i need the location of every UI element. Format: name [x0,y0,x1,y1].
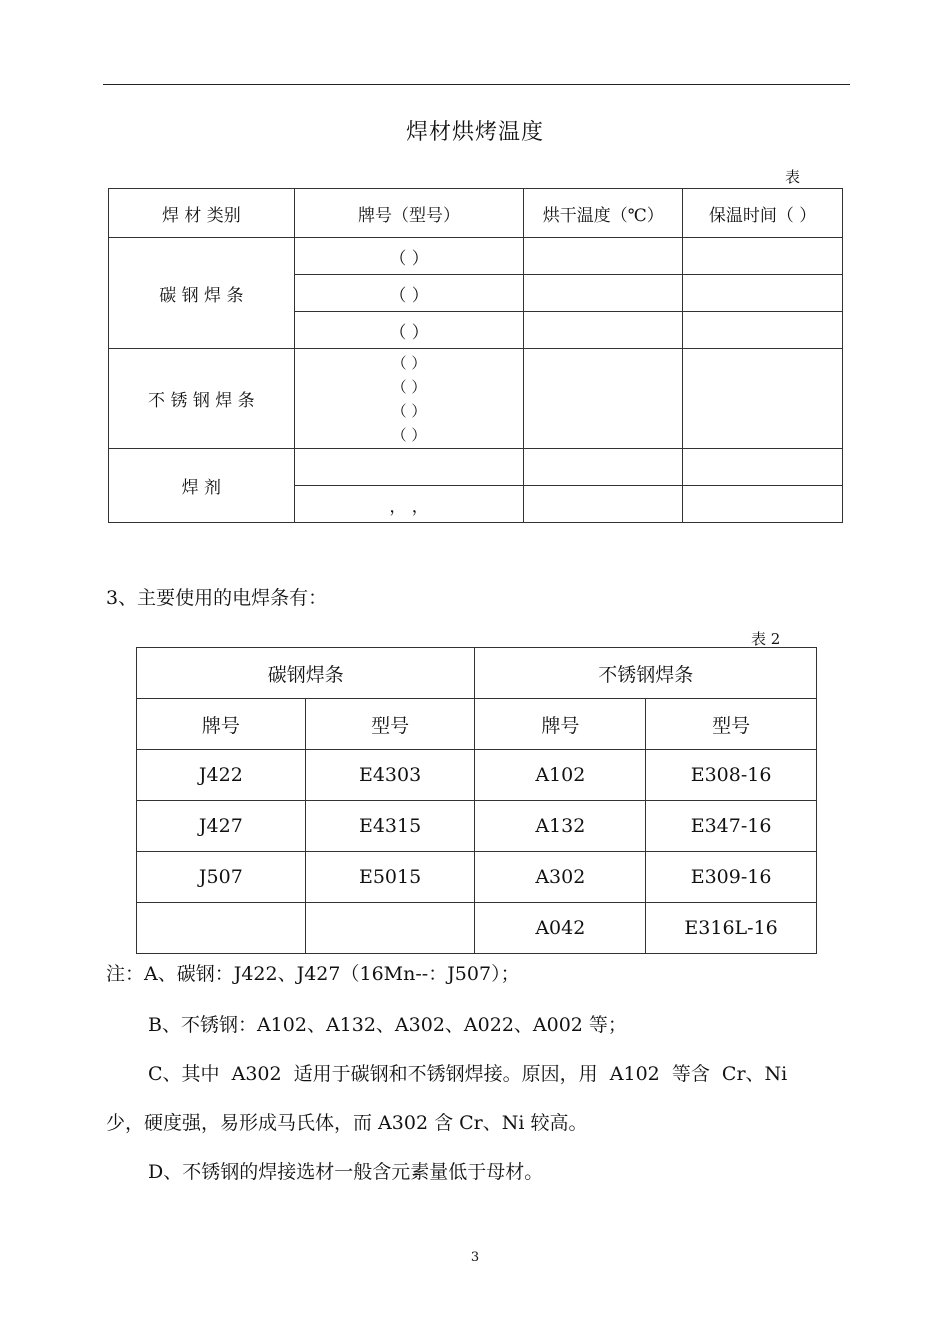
header-time: 保温时间（ ） [683,189,843,238]
carbon-brand-3: （ ） [294,312,524,349]
table-row [109,349,843,449]
header-brand: 牌号（型号） [294,189,524,238]
carbon-temp-2 [524,275,683,312]
stainless-temp [524,349,683,449]
note-b: B、不锈钢：A102、A132、A302、A022、A002 等； [148,1014,627,1036]
cell: E347-16 [646,801,817,852]
table-group-row [137,648,817,699]
flux-temp-1 [524,449,683,486]
cell [305,903,475,954]
note-c-line1: C、其中 A302 适用于碳钢和不锈钢焊接。原因，用 A102 等含 Cr、Ni [148,1063,788,1085]
table-row [109,449,843,486]
carbon-time-1 [683,238,843,275]
cell [137,903,306,954]
table-row [137,852,817,903]
table-row [109,238,843,275]
col-carbon-model: 型号 [305,699,475,750]
cell: E309-16 [646,852,817,903]
cell: A302 [475,852,646,903]
table-row [137,903,817,954]
cell: E308-16 [646,750,817,801]
table-row [137,801,817,852]
flux-brand-2: ， ， [294,486,524,523]
table-header-row [137,699,817,750]
cell: E5015 [305,852,475,903]
group-carbon: 碳钢焊条 [137,648,475,699]
header-category: 焊 材 类别 [109,189,295,238]
electrode-table [136,647,817,954]
cell: A042 [475,903,646,954]
col-carbon-brand: 牌号 [137,699,306,750]
flux-brand-1 [294,449,524,486]
group-stainless: 不锈钢焊条 [475,648,817,699]
stainless-brand-2: （ ） [391,377,427,396]
table2-label: 表 2 [751,630,781,648]
cell: J422 [137,750,306,801]
cell: A102 [475,750,646,801]
stainless-brand-4: （ ） [391,425,427,444]
note-a: 注：A、碳钢：J422、J427（16Mn--：J507）； [106,963,520,985]
page-title: 焊材烘烤温度 [405,120,544,145]
flux-time-2 [683,486,843,523]
stainless-brands [294,349,524,449]
cell: A132 [475,801,646,852]
cell: E4315 [305,801,475,852]
cell: E316L-16 [646,903,817,954]
cell: E4303 [305,750,475,801]
flux-time-1 [683,449,843,486]
header-rule [103,84,850,85]
carbon-time-2 [683,275,843,312]
header-temp: 烘干温度（℃） [524,189,683,238]
flux-temp-2 [524,486,683,523]
note-d: D、不锈钢的焊接选材一般含元素量低于母材。 [148,1161,544,1183]
stainless-brand-3: （ ） [391,401,427,420]
page-number: 3 [470,1250,480,1265]
baking-temperature-table [108,188,843,523]
carbon-brand-1: （ ） [294,238,524,275]
stainless-electrode-label: 不 锈 钢 焊 条 [109,349,295,449]
flux-label: 焊 剂 [109,449,295,523]
carbon-electrode-label: 碳 钢 焊 条 [109,238,295,349]
col-stainless-model: 型号 [646,699,817,750]
table1-label: 表 [785,168,801,186]
carbon-temp-1 [524,238,683,275]
section-3-heading: 3、主要使用的电焊条有： [106,587,328,609]
note-c-line2: 少，硬度强，易形成马氏体，而 A302 含 Cr、Ni 较高。 [106,1112,588,1134]
table-header-row [109,189,843,238]
col-stainless-brand: 牌号 [475,699,646,750]
carbon-brand-2: （ ） [294,275,524,312]
carbon-temp-3 [524,312,683,349]
cell: J507 [137,852,306,903]
stainless-time [683,349,843,449]
table-row [137,750,817,801]
stainless-brand-1: （ ） [391,353,427,372]
cell: J427 [137,801,306,852]
carbon-time-3 [683,312,843,349]
